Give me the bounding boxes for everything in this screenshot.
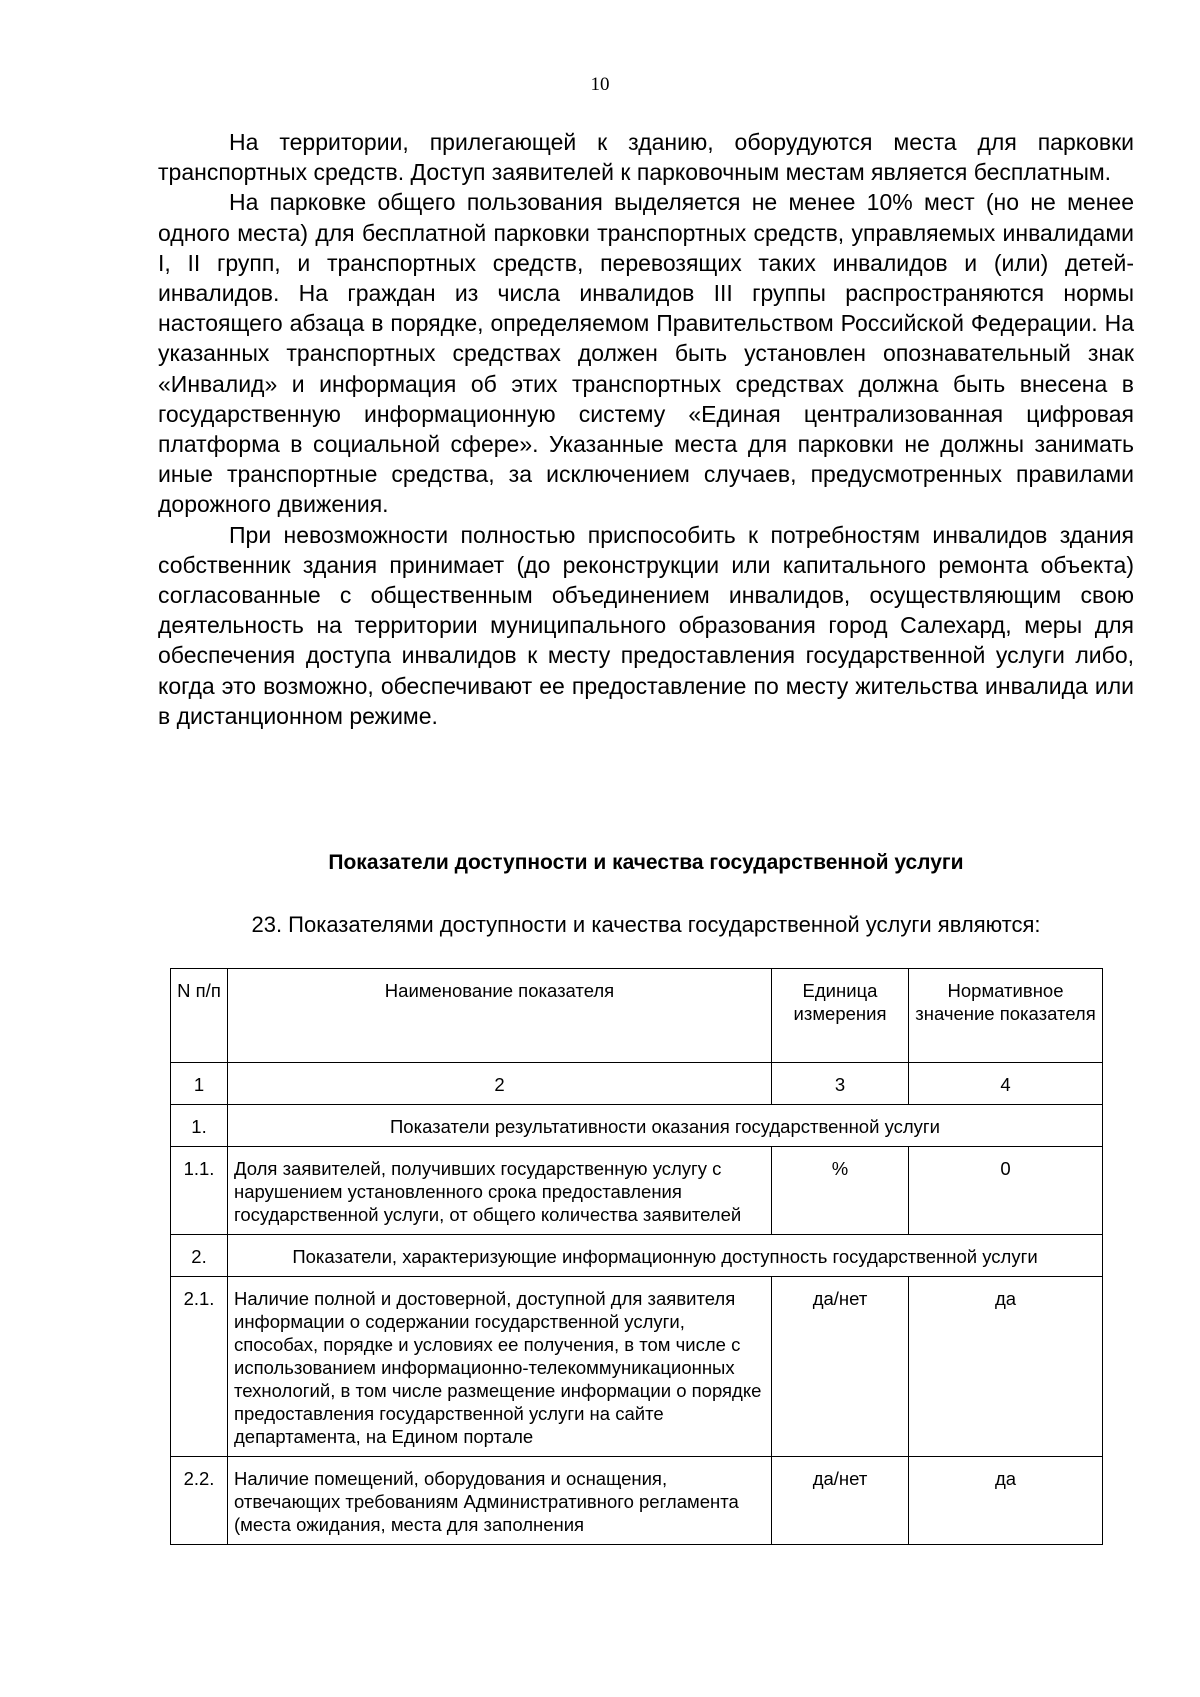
row-name: Наличие полной и достоверной, доступной для заявителя информации о содержании государственной услуги, способах, порядке и условиях ее получения, в том числе с использованием информационно-телекоммуникационных технологий, в том числе размещение информации о порядке предоставления государственной услуги на сайте департамента, на Едином портале <box>228 1277 772 1457</box>
row-num: 2.2. <box>171 1457 228 1545</box>
column-numbers-row <box>171 1063 1103 1105</box>
header-name: Наименование показателя <box>228 969 772 1063</box>
row-num: 1.1. <box>171 1147 228 1235</box>
row-value: да <box>909 1457 1103 1545</box>
paragraph-disabled-parking: На парковке общего пользования выделяется не менее 10% мест (но не менее одного места) для бесплатной парковки транспортных средств, управляемых инвалидами I, II групп, и транспортных средств, перевозящих таких инвалидов и (или) детей-инвалидов. На граждан из числа инвалидов III группы распространяются нормы настоящего абзаца в порядке, определяемом Правительством Российской Федерации. На указанных транспортных средствах должен быть установлен опознавательный знак «Инвалид» и информация об этих транспортных средствах должна быть внесена в государственную информационную систему «Единая централизованная цифровая платформа в социальной сфере». Указанные места для парковки не должны занимать иные транспортные средства, за исключением случаев, предусмотренных правилами дорожного движения. <box>158 189 1134 518</box>
paragraph-parking: На территории, прилегающей к зданию, оборудуются места для парковки транспортных средств. Доступ заявителей к парковочным местам является бесплатным. <box>158 129 1134 186</box>
row-unit: % <box>772 1147 909 1235</box>
column-number: 4 <box>909 1063 1103 1105</box>
header-norm: Нормативное значение показателя <box>909 969 1103 1063</box>
section-num: 1. <box>171 1105 228 1147</box>
row-num: 2.1. <box>171 1277 228 1457</box>
section-title: Показатели результативности оказания государственной услуги <box>228 1105 1103 1147</box>
section-row <box>171 1235 1103 1277</box>
row-value: 0 <box>909 1147 1103 1235</box>
header-num: N п/п <box>171 969 228 1063</box>
table-row <box>171 1277 1103 1457</box>
row-name: Наличие помещений, оборудования и оснащения, отвечающих требованиям Административного регламента (места ожидания, места для заполнения <box>228 1457 772 1545</box>
header-unit: Единица измерения <box>772 969 909 1063</box>
column-number: 3 <box>772 1063 909 1105</box>
paragraph-accessibility-measures: При невозможности полностью приспособить к потребностям инвалидов здания собственник здания принимает (до реконструкции или капитального ремонта объекта) согласованные с общественным объединением инвалидов, осуществляющим свою деятельность на территории муниципального образования город Салехард, меры для обеспечения доступа инвалидов к месту предоставления государственной услуги либо, когда это возможно, обеспечивают ее предоставление по месту жительства инвалида или в дистанционном режиме. <box>158 521 1134 729</box>
table-row <box>171 1147 1103 1235</box>
indicators-table <box>170 968 1103 1545</box>
section-row <box>171 1105 1103 1147</box>
section-title: Показатели, характеризующие информационную доступность государственной услуги <box>228 1235 1103 1277</box>
column-number: 1 <box>171 1063 228 1105</box>
page-number: 10 <box>590 74 610 95</box>
lead-sentence: 23. Показателями доступности и качества государственной услуги являются: <box>251 912 1041 937</box>
section-heading: Показатели доступности и качества государственной услуги <box>328 851 964 874</box>
table-header-row <box>171 969 1103 1063</box>
column-number: 2 <box>228 1063 772 1105</box>
row-name: Доля заявителей, получивших государственную услугу с нарушением установленного срока предоставления государственной услуги, от общего количества заявителей <box>228 1147 772 1235</box>
body-text <box>158 127 1134 731</box>
section-num: 2. <box>171 1235 228 1277</box>
row-unit: да/нет <box>772 1457 909 1545</box>
table-row <box>171 1457 1103 1545</box>
row-value: да <box>909 1277 1103 1457</box>
row-unit: да/нет <box>772 1277 909 1457</box>
